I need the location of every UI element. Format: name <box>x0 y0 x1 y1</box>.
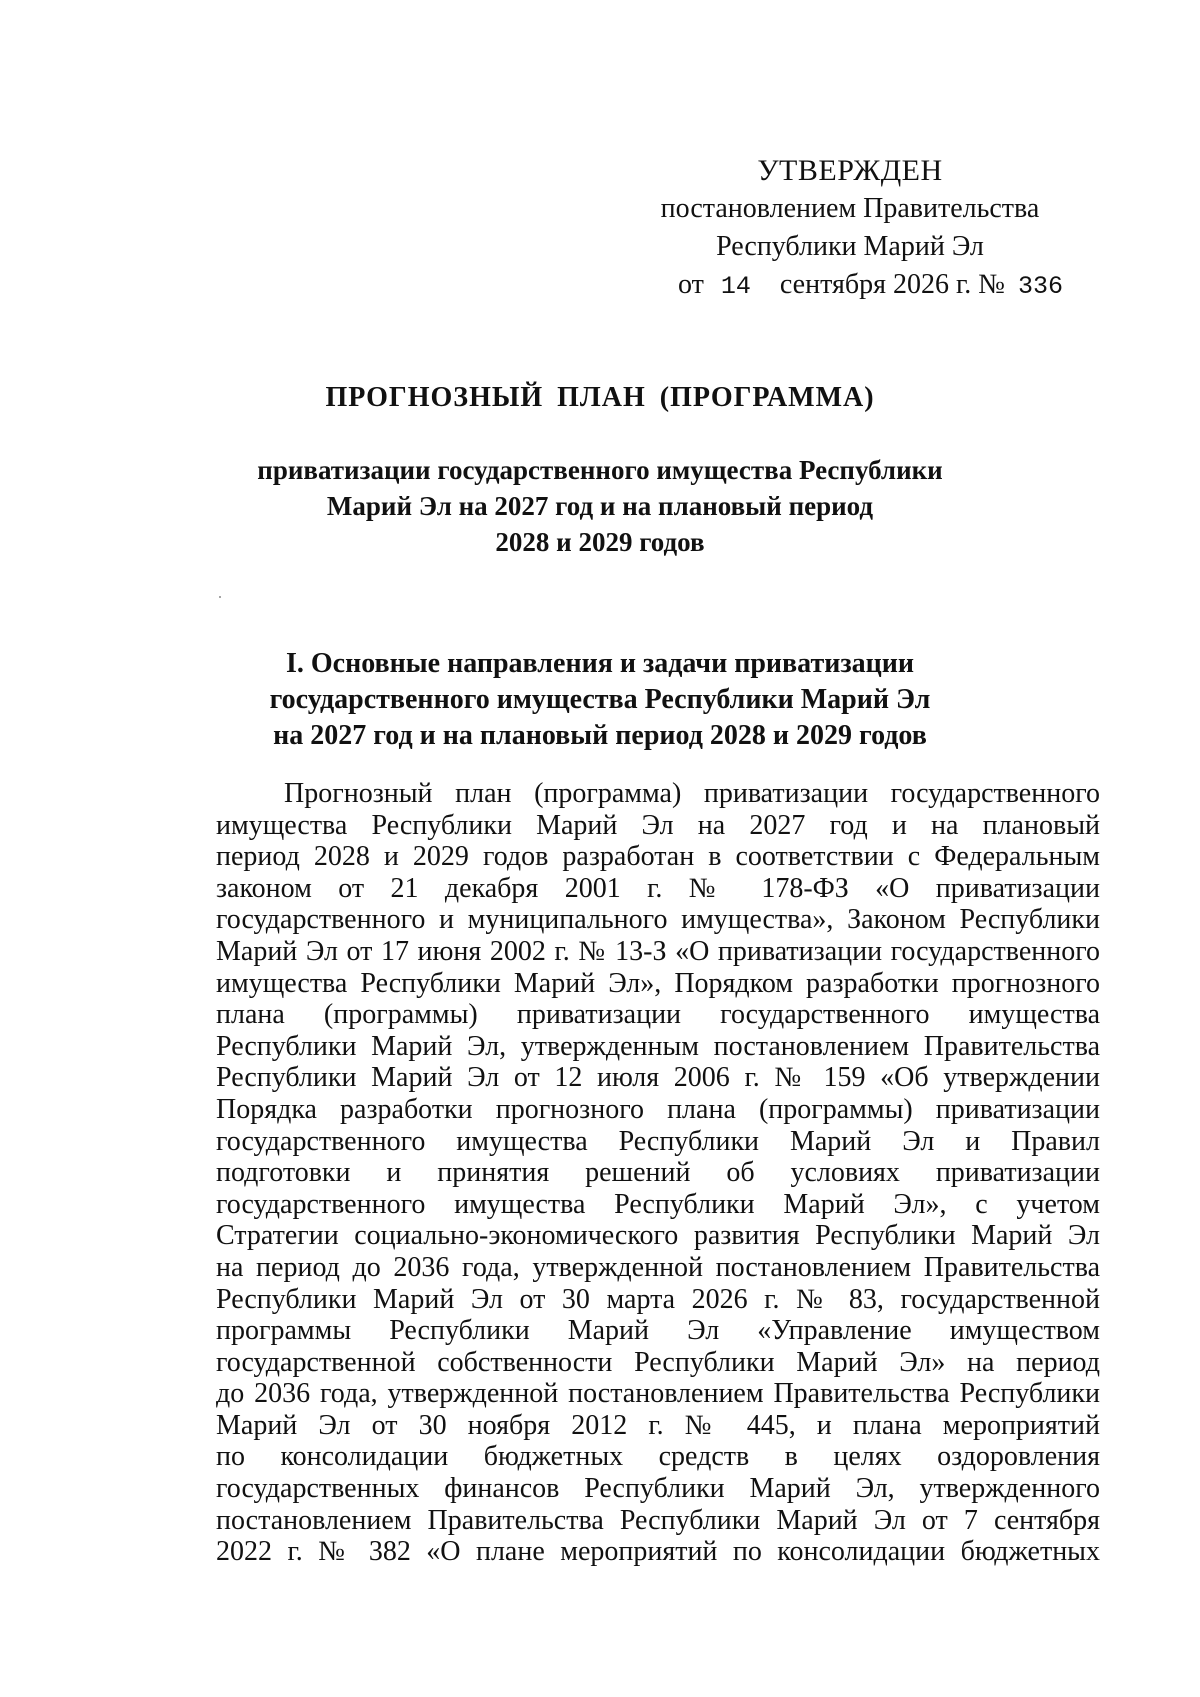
approval-block <box>640 152 1063 306</box>
body-line: государственного имущества Республики Марий Эл и Правил <box>216 1125 1100 1157</box>
body-line: по консолидации бюджетных средств в целях оздоровления <box>216 1441 1100 1473</box>
body-line: на период до 2036 года, утвержденной постановлением Правительства <box>216 1251 1100 1283</box>
body-line: период 2028 и 2029 годов разработан в соответствии с Федеральным <box>216 841 1100 873</box>
subtitle-line: Марий Эл на 2027 год и на плановый период <box>326 491 874 521</box>
approval-stamp: УТВЕРЖДЕН <box>757 154 943 187</box>
approval-month-year: сентября 2026 г. № <box>779 269 1005 300</box>
body-line: Марий Эл от 17 июня 2002 г. № 13-З «О приватизации государственного <box>216 935 1100 967</box>
section-heading-line: государственного имущества Республики Марий Эл <box>269 684 931 715</box>
scan-speck <box>219 596 221 598</box>
body-line: программы Республики Марий Эл «Управление имуществом <box>216 1315 1100 1347</box>
body-line: государственного и муниципального имущества», Законом Республики <box>216 904 1100 936</box>
body-line: плана (программы) приватизации государственного имущества <box>216 999 1100 1031</box>
body-line: законом от 21 декабря 2001 г. № 178-ФЗ «О приватизации <box>216 872 1100 904</box>
body-line: Марий Эл от 30 ноября 2012 г. № 445, и плана мероприятий <box>216 1409 1100 1441</box>
section-heading-line: на 2027 год и на плановый период 2028 и 2029 годов <box>273 720 927 751</box>
document-subtitle <box>0 452 1200 560</box>
body-line: государственного имущества Республики Марий Эл», с учетом <box>216 1188 1100 1220</box>
body-line: государственной собственности Республики Марий Эл» на период <box>216 1346 1100 1378</box>
subtitle-line: приватизации государственного имущества Республики <box>257 455 943 485</box>
body-line: подготовки и принятия решений об условиях приватизации <box>216 1157 1100 1189</box>
section-heading <box>0 646 1200 754</box>
body-line: имущества Республики Марий Эл на 2027 год и на плановый <box>216 809 1100 841</box>
body-line: Республики Марий Эл от 30 марта 2026 г. № 83, государственной <box>216 1283 1100 1315</box>
approval-date-prefix: от <box>678 269 704 300</box>
body-line: имущества Республики Марий Эл», Порядком разработки прогнозного <box>216 967 1100 999</box>
body-line: государственных финансов Республики Марий Эл, утвержденного <box>216 1473 1100 1505</box>
body-line: Стратегии социально-экономического развития Республики Марий Эл <box>216 1220 1100 1252</box>
subtitle-line: 2028 и 2029 годов <box>495 527 705 557</box>
section-heading-line: I. Основные направления и задачи приватизации <box>286 648 914 679</box>
approval-number: 336 <box>1017 272 1063 301</box>
body-line: до 2036 года, утвержденной постановлением Правительства Республики <box>216 1378 1100 1410</box>
approval-line-2: Республики Марий Эл <box>716 231 984 262</box>
approval-line-1: постановлением Правительства <box>660 193 1040 224</box>
body-line: Республики Марий Эл, утвержденным постановлением Правительства <box>216 1030 1100 1062</box>
approval-day: 14 <box>720 272 751 301</box>
body-line: постановлением Правительства Республики Марий Эл от 7 сентября <box>216 1504 1100 1536</box>
body-paragraph <box>216 778 1100 1568</box>
body-line: 2022 г. № 382 «О плане мероприятий по консолидации бюджетных <box>216 1536 1100 1568</box>
body-line: Порядка разработки прогнозного плана (программы) приватизации <box>216 1093 1100 1125</box>
body-line: Прогнозный план (программа) приватизации государственного <box>284 778 1100 809</box>
body-line: Республики Марий Эл от 12 июля 2006 г. № 159 «Об утверждении <box>216 1062 1100 1094</box>
document-title: ПРОГНОЗНЫЙ ПЛАН (ПРОГРАММА) <box>325 382 875 413</box>
approval-date-line <box>640 266 1063 306</box>
